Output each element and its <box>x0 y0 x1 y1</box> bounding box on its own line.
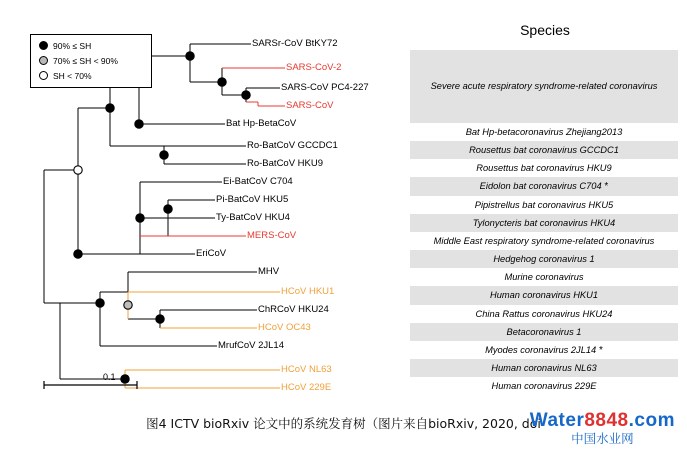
tree-tip-label: MERS-CoV <box>247 230 297 241</box>
support-node-filled <box>160 151 168 159</box>
support-node-filled <box>242 91 250 99</box>
species-row <box>410 250 678 268</box>
species-row <box>410 323 678 341</box>
species-row <box>410 123 678 141</box>
legend-label: 70% ≤ SH < 90% <box>53 56 118 66</box>
species-column <box>410 50 678 396</box>
species-name: Myodes coronavirus 2JL14 * <box>485 345 603 357</box>
tree-tip-label: MrufCoV 2JL14 <box>218 340 285 351</box>
support-node-filled <box>218 78 226 86</box>
species-name: Tylonycteris bat coronavirus HKU4 <box>472 217 616 228</box>
species-row <box>410 286 678 304</box>
species-row <box>410 196 678 214</box>
tree-tip-label: HCoV HKU1 <box>281 286 335 297</box>
support-node-filled <box>164 205 172 213</box>
legend-label: 90% ≤ SH <box>53 41 92 51</box>
species-row <box>410 159 678 177</box>
watermark-number: 8848 <box>584 409 629 431</box>
watermark-tld: .com <box>628 409 675 431</box>
tree-tip-label: EriCoV <box>196 248 227 259</box>
tree-tip-label: Ro-BatCoV GCCDC1 <box>247 140 338 151</box>
species-row <box>410 50 678 123</box>
legend-item-0 <box>39 41 91 51</box>
tree-tip-label: SARS-CoV-2 <box>286 62 342 73</box>
species-row <box>410 341 678 359</box>
species-row <box>410 214 678 232</box>
species-row <box>410 268 678 286</box>
support-node-open <box>74 166 82 174</box>
species-name: Human coronavirus NL63 <box>491 363 597 374</box>
species-name: Middle East respiratory syndrome-related coronavirus <box>433 235 655 246</box>
tree-tip-label: MHV <box>258 266 280 277</box>
species-name: Betacoronavirus 1 <box>506 326 582 337</box>
species-name: Human coronavirus 229E <box>491 381 597 392</box>
watermark-line-2: 中国水业网 <box>571 430 634 446</box>
support-node-filled <box>135 120 143 128</box>
tree-tip-label: SARS-CoV <box>286 100 334 111</box>
watermark-brand: Water <box>529 409 585 431</box>
tree-tip-label: HCoV NL63 <box>281 364 332 375</box>
species-name: Rousettus bat coronavirus HKU9 <box>476 163 612 174</box>
support-node-filled <box>136 214 144 222</box>
species-name: China Rattus coronavirus HKU24 <box>475 308 613 319</box>
legend-item-1 <box>39 56 118 66</box>
tree-tip-label: Ty-BatCoV HKU4 <box>216 212 290 223</box>
support-legend <box>30 34 152 88</box>
species-name: Eidolon bat coronavirus C704 * <box>479 181 609 193</box>
figure-caption: 图4 ICTV bioRxiv 论文中的系统发育树（图片来自bioRxiv, 2020, doi <box>146 416 541 431</box>
species-row <box>410 305 678 323</box>
tree-tip-label: HCoV OC43 <box>258 322 311 333</box>
legend-label: SH < 70% <box>53 71 92 81</box>
tree-tip-label: SARSr-CoV BtKY72 <box>252 38 338 49</box>
tree-tip-label: HCoV 229E <box>281 382 332 393</box>
support-node-filled <box>156 315 164 323</box>
support-node-filled <box>96 299 104 307</box>
species-name: Bat Hp-betacoronavirus Zhejiang2013 <box>465 126 623 137</box>
tree-tip-label: SARS-CoV PC4-227 <box>281 82 369 93</box>
watermark-line-1 <box>530 410 675 432</box>
species-name: Rousettus bat coronavirus GCCDC1 <box>469 144 619 155</box>
filled-circle-icon <box>39 41 48 50</box>
species-row <box>410 359 678 377</box>
species-name: Murine coronavirus <box>504 272 584 283</box>
species-column-header: Species <box>520 22 570 38</box>
half-circle-icon <box>39 56 48 65</box>
species-row <box>410 177 678 195</box>
species-name: Pipistrellus bat coronavirus HKU5 <box>474 199 614 210</box>
species-name: Hedgehog coronavirus 1 <box>493 254 595 265</box>
tree-tip-label: ChRCoV HKU24 <box>258 304 329 315</box>
support-node-half <box>124 301 132 309</box>
tree-tip-label: Pi-BatCoV HKU5 <box>216 194 289 205</box>
species-row <box>410 232 678 250</box>
species-name: Human coronavirus HKU1 <box>490 290 598 301</box>
support-node-filled <box>74 250 82 258</box>
tree-tip-label: Ei-BatCoV C704 <box>223 176 293 187</box>
scale-bar-label: 0.1 <box>103 372 116 382</box>
watermark <box>530 410 675 446</box>
support-node-filled <box>121 375 129 383</box>
legend-item-2 <box>39 71 92 81</box>
species-name: Severe acute respiratory syndrome-related coronavirus <box>430 81 658 91</box>
species-row <box>410 141 678 159</box>
tree-tip-label: Bat Hp-BetaCoV <box>226 118 297 129</box>
open-circle-icon <box>39 71 48 80</box>
tree-tip-label: Ro-BatCoV HKU9 <box>247 158 324 169</box>
support-node-filled <box>106 104 114 112</box>
species-row <box>410 377 678 395</box>
support-node-filled <box>186 52 194 60</box>
